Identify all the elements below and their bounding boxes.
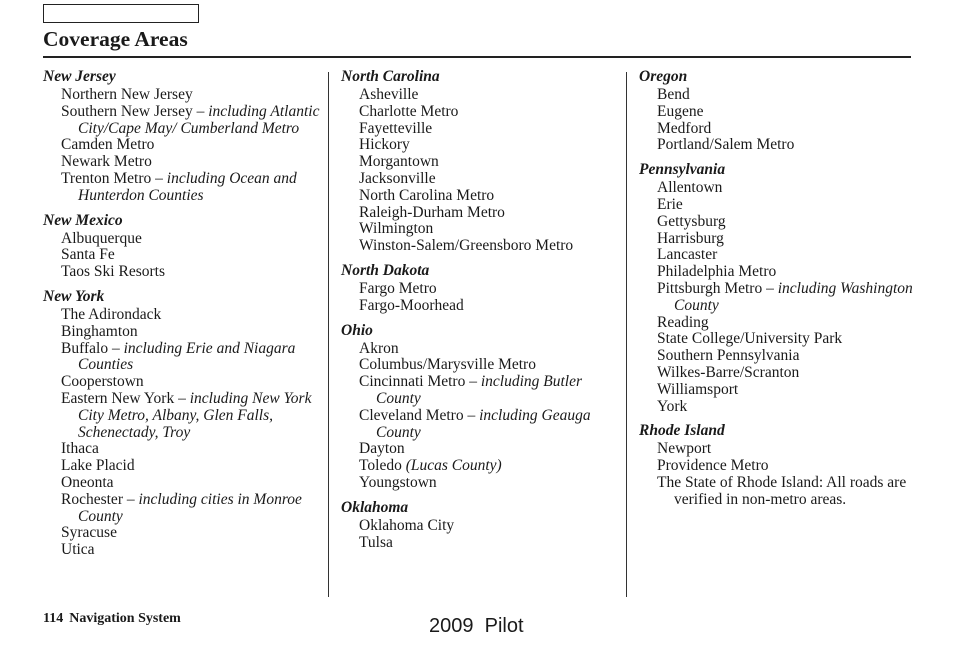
state-name: Oklahoma	[341, 498, 409, 516]
state-section	[639, 67, 919, 154]
state-section	[43, 211, 323, 281]
area-name: York	[657, 397, 688, 415]
area-name: Fargo-Moorhead	[359, 296, 464, 314]
coverage-area	[43, 475, 323, 492]
coverage-area	[639, 365, 919, 382]
area-name: Erie	[657, 195, 683, 213]
state-section	[341, 498, 621, 552]
coverage-area	[639, 315, 919, 332]
title-divider	[43, 56, 911, 58]
state-section	[639, 421, 919, 508]
area-name: Taos Ski Resorts	[61, 263, 165, 281]
coverage-area	[43, 231, 323, 248]
coverage-area	[43, 542, 323, 559]
area-name: Williamsport	[657, 380, 739, 398]
area-name: The Adirondack	[61, 305, 162, 323]
coverage-area	[639, 264, 919, 281]
area-name: Pittsburgh Metro –	[657, 279, 778, 297]
area-name: Eugene	[657, 102, 704, 120]
area-name: Hickory	[359, 136, 410, 154]
area-name: Albuquerque	[61, 229, 142, 247]
coverage-area	[639, 331, 919, 348]
state-name: Rhode Island	[639, 422, 725, 440]
area-name: North Carolina Metro	[359, 186, 495, 204]
area-name: Tulsa	[359, 533, 393, 551]
area-name: Newport	[657, 440, 712, 458]
area-name: Harrisburg	[657, 229, 724, 247]
area-note: including Atlantic City/Cape May/ Cumberland Metro	[78, 102, 320, 137]
column-1	[43, 67, 323, 565]
coverage-area	[43, 171, 323, 205]
coverage-area	[341, 341, 621, 358]
coverage-area	[639, 382, 919, 399]
column-divider	[328, 72, 329, 597]
area-name: Asheville	[359, 86, 419, 103]
coverage-area	[43, 374, 323, 391]
state-name: North Dakota	[341, 261, 430, 279]
coverage-area	[639, 231, 919, 248]
coverage-area	[341, 104, 621, 121]
coverage-area	[639, 214, 919, 231]
area-name: Utica	[61, 541, 95, 559]
area-note: (Lucas County)	[405, 457, 502, 475]
coverage-area	[43, 341, 323, 375]
coverage-area	[341, 374, 621, 408]
coverage-area	[43, 247, 323, 264]
coverage-area	[43, 458, 323, 475]
area-note: including Erie and Niagara Counties	[78, 339, 296, 374]
area-name: Columbus/Marysville Metro	[359, 356, 536, 374]
coverage-area	[341, 154, 621, 171]
area-name: Wilmington	[359, 220, 434, 238]
area-name: Cincinnati Metro –	[359, 373, 481, 391]
area-name: Philadelphia Metro	[657, 263, 777, 281]
coverage-area	[341, 205, 621, 222]
state-name: New York	[43, 287, 105, 305]
area-name: Winston-Salem/Greensboro Metro	[359, 237, 574, 255]
coverage-area	[43, 525, 323, 542]
area-name: Binghamton	[61, 322, 138, 340]
area-name: Fargo Metro	[359, 279, 437, 297]
area-name: Morgantown	[359, 153, 439, 171]
area-name: Raleigh-Durham Metro	[359, 203, 505, 221]
area-name: Camden Metro	[61, 136, 155, 154]
area-name: Syracuse	[61, 524, 117, 542]
coverage-area	[639, 399, 919, 416]
coverage-area	[43, 154, 323, 171]
coverage-area	[341, 441, 621, 458]
area-name: Youngstown	[359, 473, 437, 491]
section-name: Navigation System	[69, 611, 181, 626]
state-name: Pennsylvania	[639, 161, 726, 179]
area-name: Charlotte Metro	[359, 102, 459, 120]
coverage-area	[341, 408, 621, 442]
coverage-area	[639, 247, 919, 264]
coverage-area	[341, 121, 621, 138]
coverage-area	[341, 535, 621, 552]
coverage-area	[639, 137, 919, 154]
state-name: Oregon	[639, 68, 688, 85]
coverage-area	[341, 518, 621, 535]
coverage-area	[639, 281, 919, 315]
area-name: Trenton Metro –	[61, 169, 167, 187]
area-name: Gettysburg	[657, 212, 726, 230]
area-name: Medford	[657, 119, 712, 137]
area-name: Eastern New York –	[61, 389, 190, 407]
area-name: Ithaca	[61, 440, 99, 458]
vehicle-model: 2009 Pilot	[429, 615, 524, 637]
area-name: Reading	[657, 313, 709, 331]
area-name: The State of Rhode Island: All roads are verified in non-metro areas.	[657, 473, 907, 508]
state-section	[341, 321, 621, 492]
coverage-area	[341, 137, 621, 154]
coverage-area	[341, 357, 621, 374]
area-name: Wilkes-Barre/Scranton	[657, 363, 800, 381]
page-title: Coverage Areas	[43, 27, 188, 51]
area-note: including Ocean and Hunterdon Counties	[78, 169, 297, 204]
coverage-area	[639, 87, 919, 104]
area-name: Northern New Jersey	[61, 86, 193, 103]
coverage-area	[639, 441, 919, 458]
coverage-area	[43, 307, 323, 324]
coverage-area	[341, 458, 621, 475]
area-name: Southern Pennsylvania	[657, 347, 800, 365]
area-name: Cooperstown	[61, 373, 144, 391]
area-name: Buffalo –	[61, 339, 124, 357]
area-note: including Washington County	[674, 279, 913, 314]
coverage-area	[43, 137, 323, 154]
coverage-area	[639, 197, 919, 214]
area-name: Newark Metro	[61, 153, 152, 171]
area-name: Providence Metro	[657, 457, 769, 475]
area-name: Rochester –	[61, 490, 139, 508]
page-footer	[43, 610, 181, 628]
state-section	[341, 261, 621, 315]
area-name: State College/University Park	[657, 330, 843, 348]
state-section	[639, 160, 919, 415]
area-name: Southern New Jersey –	[61, 102, 209, 120]
coverage-area	[341, 188, 621, 205]
area-name: Fayetteville	[359, 119, 433, 137]
coverage-area	[341, 298, 621, 315]
coverage-area	[43, 324, 323, 341]
page-number: 114	[43, 611, 64, 626]
coverage-area	[43, 441, 323, 458]
area-note: including Geauga County	[376, 406, 591, 441]
coverage-area	[43, 492, 323, 526]
coverage-area	[639, 458, 919, 475]
area-name: Cleveland Metro –	[359, 406, 480, 424]
state-section	[43, 67, 323, 205]
coverage-area	[341, 171, 621, 188]
state-name: New Jersey	[43, 68, 116, 85]
column-2	[341, 67, 621, 557]
state-section	[43, 287, 323, 559]
coverage-area	[639, 475, 919, 509]
area-name: Dayton	[359, 440, 405, 458]
header-tab-box	[43, 4, 199, 23]
coverage-area	[43, 87, 323, 104]
area-name: Jacksonville	[359, 169, 436, 187]
coverage-area	[639, 121, 919, 138]
area-name: Akron	[359, 339, 399, 357]
area-note: including Butler County	[376, 373, 582, 407]
coverage-area	[341, 281, 621, 298]
state-name: North Carolina	[341, 68, 440, 85]
area-name: Oklahoma City	[359, 516, 455, 534]
coverage-area	[639, 180, 919, 197]
coverage-area	[639, 104, 919, 121]
column-3	[639, 67, 919, 515]
state-section	[341, 67, 621, 255]
area-name: Allentown	[657, 179, 723, 197]
coverage-area	[341, 238, 621, 255]
state-name: Ohio	[341, 321, 373, 339]
coverage-area	[639, 348, 919, 365]
coverage-area	[341, 87, 621, 104]
area-name: Lake Placid	[61, 457, 135, 475]
area-note: including cities in Monroe County	[78, 490, 302, 525]
coverage-area	[43, 104, 323, 138]
coverage-area	[43, 264, 323, 281]
coverage-area	[43, 391, 323, 441]
coverage-area	[341, 221, 621, 238]
column-divider	[626, 72, 627, 597]
area-name: Portland/Salem Metro	[657, 136, 795, 154]
area-name: Bend	[657, 86, 690, 103]
state-name: New Mexico	[43, 211, 123, 229]
area-name: Oneonta	[61, 473, 114, 491]
area-name: Santa Fe	[61, 246, 115, 264]
area-note: including New York City Metro, Albany, Glen Falls, Schenectady, Troy	[78, 389, 312, 441]
area-name: Lancaster	[657, 246, 718, 264]
coverage-area	[341, 475, 621, 492]
area-name: Toledo	[359, 457, 406, 475]
